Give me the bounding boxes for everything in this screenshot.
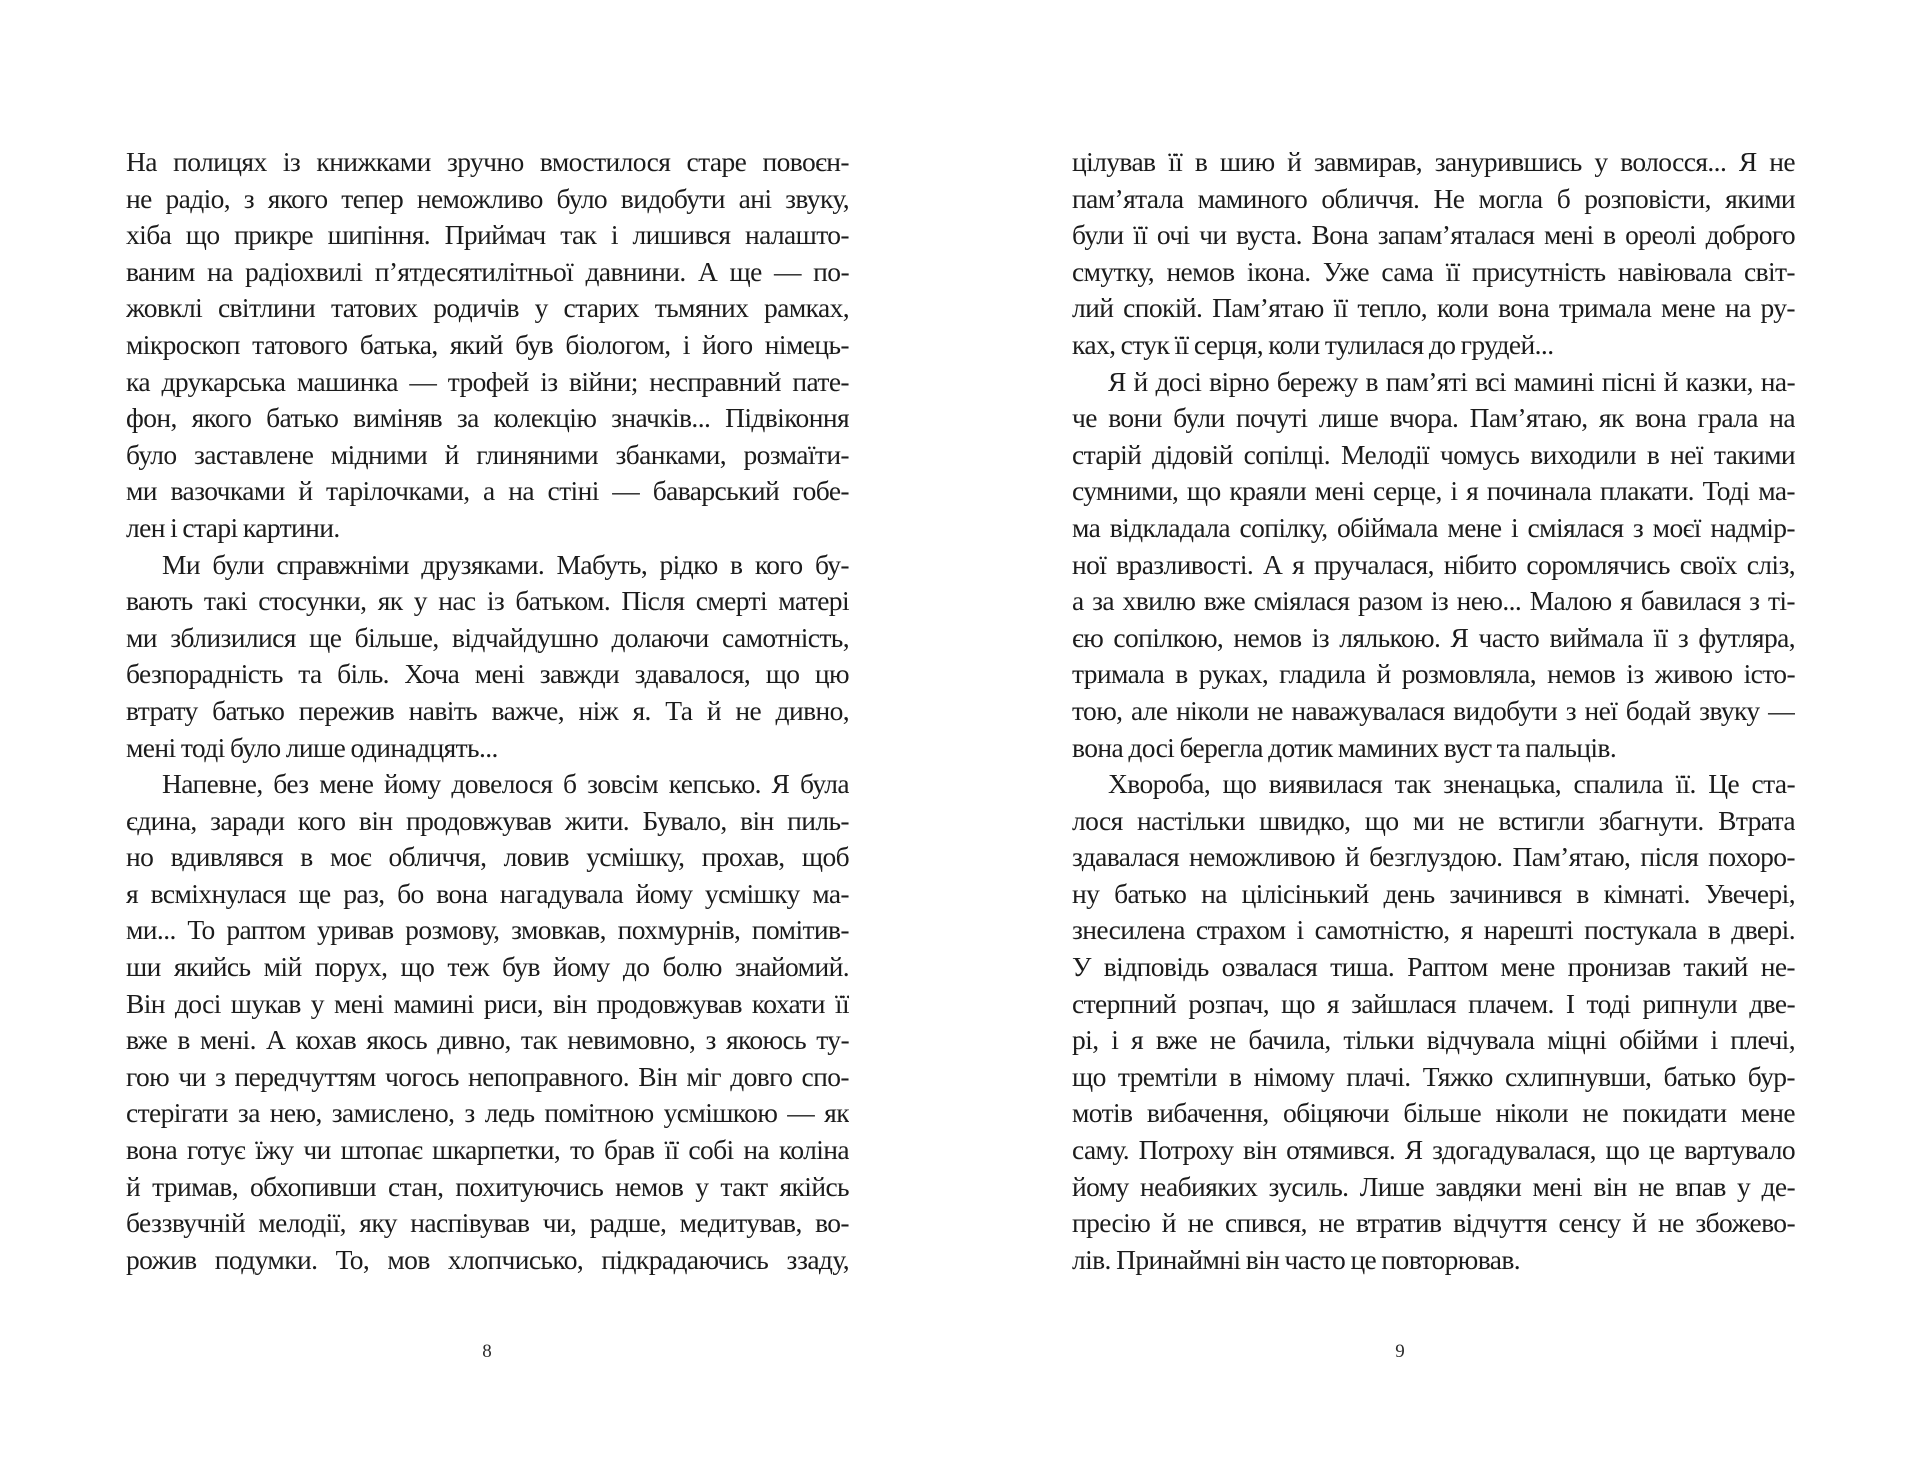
text-line: що тремтіли в німому плачі. Тяжко схлипнувши, батько бур-: [1072, 1060, 1795, 1092]
text-line: й тримав, обхопивши стан, похитуючись немов у такт якійсь: [126, 1170, 849, 1202]
text-line: були її очі чи вуста. Вона запам’яталася мені в ореолі доброго: [1072, 219, 1795, 251]
text-line: ши якийсь мій порух, що теж був йому до болю знайомий.: [126, 951, 849, 983]
page-number: 8: [482, 1341, 492, 1362]
text-line: че вони були почуті лише вчора. Пам’ятаю, як вона грала на: [1072, 402, 1795, 434]
text-line: ваним на радіохвилі п’ятдесятилітньої давнини. А ще — по-: [126, 255, 849, 287]
text-line: стерпний розпач, що я зайшлася плачем. І тоді рипнули две-: [1072, 987, 1795, 1019]
page-text-block: [1072, 144, 1795, 1278]
page-number: 9: [1395, 1341, 1405, 1362]
text-line: Хвороба, що виявилася так зненацька, спалила її. Це ста-: [1108, 768, 1795, 800]
text-line: стерігати за нею, замислено, з ледь помітною усмішкою — як: [126, 1097, 849, 1129]
text-line: Ми були справжніми друзяками. Мабуть, рідко в кого бу-: [162, 548, 849, 580]
text-line: саму. Потроху він отямився. Я здогадувалася, що це вартувало: [1072, 1134, 1795, 1166]
text-line: тою, але ніколи не наважувалася видобути з неї бодай звуку —: [1072, 694, 1795, 726]
text-line: Напевне, без мене йому довелося б зовсім кепсько. Я була: [162, 768, 849, 800]
text-line: лося настільки швидко, що ми не встигли збагнути. Втрата: [1072, 804, 1795, 836]
text-line: втрату батько пережив навіть важче, ніж я. Та й не дивно,: [126, 694, 849, 726]
text-line: єю сопілкою, немов із лялькою. Я часто виймала її з футляра,: [1072, 621, 1795, 653]
text-line: На полицях із книжками зручно вмостилося старе повоєн-: [126, 146, 849, 177]
text-line: вають такі стосунки, як у нас із батьком. Після смерті матері: [126, 585, 849, 617]
text-line: ка друкарська машинка — трофей із війни; несправний пате-: [126, 365, 849, 397]
text-line: цілував її в шию й завмирав, занурившись у волосся... Я не: [1072, 146, 1795, 177]
text-line: не радіо, з якого тепер неможливо було видобути ані звуку,: [126, 182, 849, 214]
text-line: ми зблизилися ще більше, відчайдушно долаючи самотність,: [126, 621, 849, 653]
text-line: ної вразливості. А я пручалася, нібито соромлячись своїх сліз,: [1072, 548, 1795, 580]
text-line: мотів вибачення, обіцяючи більше ніколи не покидати мене: [1072, 1097, 1795, 1129]
text-line: пресію й не спився, не втратив відчуття сенсу й не збожево-: [1072, 1207, 1795, 1239]
text-line: Він досі шукав у мені мамині риси, він продовжував кохати її: [126, 987, 849, 1019]
text-line: лів. Принаймні він часто це повторював.: [1072, 1243, 1520, 1275]
text-line: здавалася неможливою й безглуздою. Пам’ятаю, після похоро-: [1072, 841, 1795, 873]
text-line: ну батько на цілісінький день зачинився в кімнаті. Увечері,: [1072, 877, 1795, 909]
text-line: а за хвилю вже сміялася разом із нею... Малою я бавилася з ті-: [1072, 585, 1795, 617]
text-line: я всміхнулася ще раз, бо вона нагадувала йому усмішку ма-: [126, 877, 849, 909]
text-line: старій дідовій сопілці. Мелодії чомусь виходили в неї такими: [1072, 438, 1795, 470]
text-line: вона досі берегла дотик маминих вуст та пальців.: [1072, 731, 1617, 763]
text-line: вже в мені. А кохав якось дивно, так невимовно, з якоюсь ту-: [126, 1024, 849, 1056]
text-line: єдина, заради кого він продовжував жити. Бувало, він пиль-: [126, 804, 849, 836]
text-line: лен і старі картини.: [126, 511, 340, 543]
text-line: жовклі світлини татових родичів у старих тьмяних рамках,: [126, 292, 849, 324]
text-line: ми... То раптом уривав розмову, змовкав, похмурнів, помітив-: [126, 914, 849, 946]
text-line: Я й досі вірно бережу в пам’яті всі мамині пісні й казки, на-: [1108, 365, 1795, 397]
text-line: пам’ятала маминого обличчя. Не могла б розповісти, якими: [1072, 182, 1795, 214]
page-right: [960, 0, 1920, 1477]
text-line: сумними, що краяли мені серце, і я починала плакати. Тоді ма-: [1072, 475, 1795, 507]
text-line: мікроскоп татового батька, який був біологом, і його німець-: [126, 328, 849, 360]
text-line: но вдивлявся в моє обличчя, ловив усмішку, прохав, щоб: [126, 841, 849, 873]
text-line: ма відкладала сопілку, обіймала мене і сміялася з моєї надмір-: [1072, 511, 1795, 543]
text-line: лий спокій. Пам’ятаю її тепло, коли вона тримала мене на ру-: [1072, 292, 1795, 324]
text-line: У відповідь озвалася тиша. Раптом мене пронизав такий не-: [1072, 951, 1795, 983]
text-line: рі, і я вже не бачила, тільки відчувала міцні обійми і плечі,: [1072, 1024, 1795, 1056]
text-line: знесилена страхом і самотністю, я нарешті постукала в двері.: [1072, 914, 1795, 946]
text-line: тримала в руках, гладила й розмовляла, немов із живою істо-: [1072, 658, 1795, 690]
text-line: фон, якого батько виміняв за колекцію значків... Підвіконня: [126, 402, 849, 434]
text-line: вона готує їжу чи штопає шкарпетки, то брав її собі на коліна: [126, 1134, 849, 1166]
text-line: хіба що прикре шипіння. Приймач так і лишився налашто-: [126, 219, 849, 251]
text-line: йому неабияких зусиль. Лише завдяки мені він не впав у де-: [1072, 1170, 1795, 1202]
text-line: ках, стук її серця, коли тулилася до грудей...: [1072, 328, 1554, 360]
text-line: смутку, немов ікона. Уже сама її присутність навіювала світ-: [1072, 255, 1795, 287]
text-line: беззвучній мелодії, яку наспівував чи, радше, медитував, во-: [126, 1207, 849, 1239]
text-line: мені тоді було лише одинадцять...: [126, 731, 498, 763]
text-line: було заставлене мідними й глиняними збанками, розмаїти-: [126, 438, 849, 470]
page-text-block: [126, 144, 849, 1278]
text-line: безпорадність та біль. Хоча мені завжди здавалося, що цю: [126, 658, 849, 690]
text-line: рожив подумки. То, мов хлопчисько, підкрадаючись ззаду,: [126, 1243, 849, 1275]
text-line: гою чи з передчуттям чогось непоправного. Він міг довго спо-: [126, 1060, 849, 1092]
text-line: ми вазочками й тарілочками, а на стіні — баварський гобе-: [126, 475, 849, 507]
